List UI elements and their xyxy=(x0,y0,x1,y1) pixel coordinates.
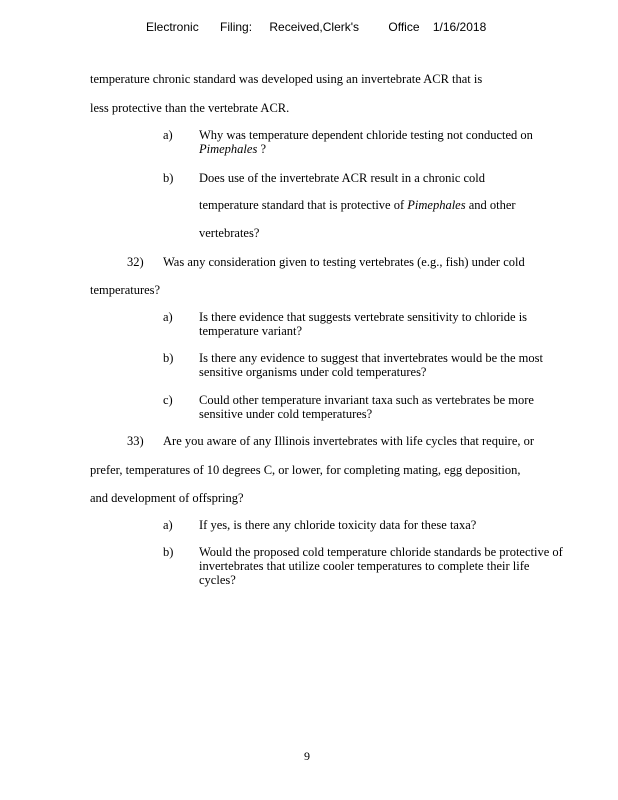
q32-c-text: Could other temperature invariant taxa such as vertebrates be more sensitive under cold temperatures? xyxy=(199,393,534,421)
intro-line-2: less protective than the vertebrate ACR. xyxy=(90,101,290,115)
header-filing: Filing: xyxy=(220,20,253,34)
q31-a-end: ? xyxy=(260,142,267,156)
q31-b-line-2 xyxy=(199,198,516,213)
q33-line-1: Are you aware of any Illinois invertebrates with life cycles that require, or xyxy=(163,434,535,448)
header-office: Office xyxy=(388,20,420,34)
q32-line-1: Was any consideration given to testing vertebrates (e.g., fish) under cold xyxy=(163,255,525,269)
q33-number: 33) xyxy=(127,434,144,448)
q33-line-3: and development of offspring? xyxy=(90,491,244,505)
q31-a-label: a) xyxy=(163,128,173,142)
q31-b-species: Pimephales xyxy=(407,198,466,212)
page-number: 9 xyxy=(304,749,310,763)
q33-b-label: b) xyxy=(163,545,174,559)
header-date: 1/16/2018 xyxy=(432,20,487,34)
q31-b-line-3: vertebrates? xyxy=(199,226,260,240)
q31-a-text xyxy=(199,128,569,156)
q32-a-text: Is there evidence that suggests vertebrate sensitivity to chloride is temperature variant? xyxy=(199,310,528,338)
header-received: Received,Clerk's xyxy=(269,20,360,34)
q33-a-label: a) xyxy=(163,518,173,532)
q33-b-text: Would the proposed cold temperature chloride standards be protective of invertebrates that utilize cooler temperatures to complete their life cycles? xyxy=(199,545,563,587)
q31-a-species: Pimephales xyxy=(199,142,258,156)
q31-b-line-1: Does use of the invertebrate ACR result in a chronic cold xyxy=(199,171,486,185)
q32-c-label: c) xyxy=(163,393,173,407)
filing-header xyxy=(146,20,486,34)
q32-b-text: Is there any evidence to suggest that invertebrates would be the most sensitive organisms under cold temperatures? xyxy=(199,351,543,379)
q32-line-2: temperatures? xyxy=(90,283,161,297)
q33-line-2: prefer, temperatures of 10 degrees C, or lower, for completing mating, egg deposition, xyxy=(90,463,521,477)
q33-a-text: If yes, is there any chloride toxicity data for these taxa? xyxy=(199,518,477,532)
q31-b-line-2-start: temperature standard that is protective of xyxy=(199,198,405,212)
q31-b-line-2-end: and other xyxy=(468,198,516,212)
q32-b-label: b) xyxy=(163,351,174,365)
header-electronic: Electronic xyxy=(146,20,199,34)
intro-line-1: temperature chronic standard was developed using an invertebrate ACR that is xyxy=(90,72,483,86)
q32-number: 32) xyxy=(127,255,144,269)
q31-b-label: b) xyxy=(163,171,174,185)
q32-a-label: a) xyxy=(163,310,173,324)
q31-a-main: Why was temperature dependent chloride testing not conducted on xyxy=(199,128,533,142)
